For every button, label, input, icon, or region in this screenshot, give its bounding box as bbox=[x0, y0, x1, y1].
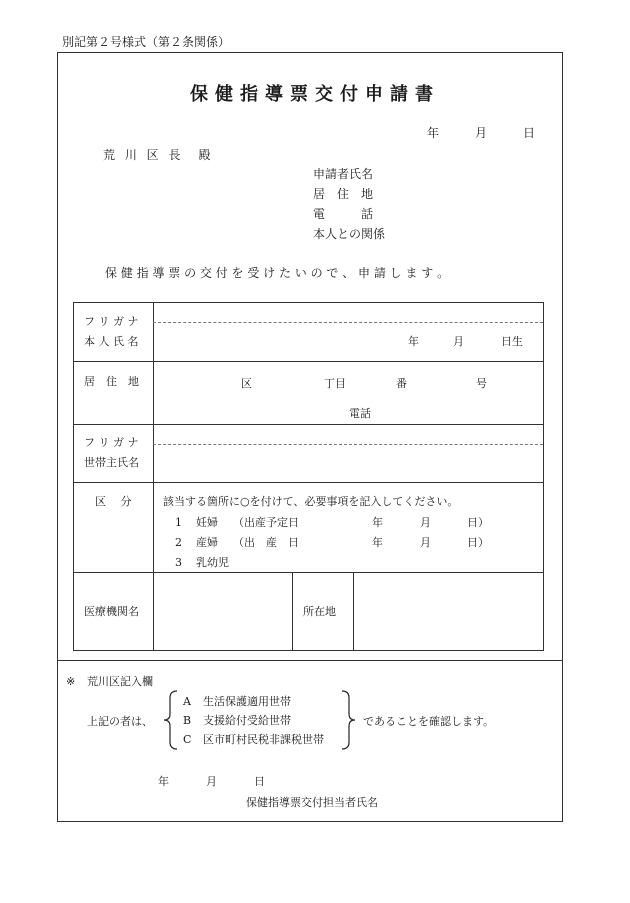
addressee: 荒 川 区 長 殿 bbox=[103, 148, 214, 162]
option-1-month: 月 bbox=[420, 516, 431, 529]
self-name-label: 本 人 氏 名 bbox=[84, 335, 139, 348]
householder-name-label: 世帯主氏名 bbox=[84, 456, 139, 469]
category-label: 区 分 bbox=[95, 495, 132, 508]
office-heading: 荒川区記入欄 bbox=[87, 675, 153, 688]
applicant-phone-label: 電 話 bbox=[313, 207, 374, 221]
table-row-divider-2 bbox=[73, 424, 544, 425]
option-2-postpartum[interactable]: 産婦 bbox=[196, 536, 218, 549]
option-1-number: 1 bbox=[175, 516, 182, 529]
furigana-label-2: フ リ ガ ナ bbox=[84, 436, 139, 449]
self-name-field[interactable] bbox=[153, 323, 543, 361]
birth-year-label: 年 bbox=[408, 335, 419, 348]
applicant-relation-label: 本人との関係 bbox=[313, 227, 386, 241]
residence-label: 居 住 地 bbox=[84, 375, 139, 388]
ward-label: 区 bbox=[241, 377, 252, 390]
option-1-pregnant[interactable]: 妊婦 bbox=[196, 516, 218, 529]
office-mark: ※ bbox=[66, 675, 76, 688]
office-date-day: 日 bbox=[254, 775, 265, 788]
office-item-a-letter: A bbox=[183, 695, 191, 708]
form-label: 別記第２号様式（第２条関係） bbox=[62, 35, 231, 49]
option-2-birth-date-label: （出 産 日 bbox=[233, 536, 299, 549]
table-cell-divider-5a bbox=[292, 572, 293, 650]
location-label: 所在地 bbox=[303, 605, 336, 618]
right-brace-icon bbox=[340, 690, 356, 750]
option-1-day: 日） bbox=[467, 516, 489, 529]
furigana-label-1: フ リ ガ ナ bbox=[84, 315, 139, 328]
office-item-c-letter: C bbox=[183, 733, 192, 746]
office-item-a[interactable]: 生活保護適用世帯 bbox=[203, 695, 291, 708]
option-2-year: 年 bbox=[372, 536, 383, 549]
office-item-c[interactable]: 区市町村民税非課税世帯 bbox=[203, 733, 324, 746]
option-2-day: 日） bbox=[467, 536, 489, 549]
residence-phone-label: 電話 bbox=[349, 407, 371, 420]
table-right-border bbox=[543, 302, 544, 651]
table-left-border bbox=[73, 302, 74, 651]
option-3-infant[interactable]: 乳幼児 bbox=[196, 556, 229, 569]
table-bottom-border bbox=[73, 650, 544, 651]
table-row-divider-3 bbox=[73, 482, 544, 483]
document-title: 保健指導票交付申請書 bbox=[190, 84, 440, 105]
birth-month-label: 月 bbox=[453, 335, 464, 348]
option-2-month: 月 bbox=[420, 536, 431, 549]
office-date-month: 月 bbox=[206, 775, 217, 788]
householder-name-field[interactable] bbox=[153, 445, 543, 482]
option-1-year: 年 bbox=[372, 516, 383, 529]
request-text: 保 健 指 導 票 の 交 付 を 受 け た い の で 、 申 請 し ま す 。 bbox=[105, 266, 450, 280]
table-top-border bbox=[73, 302, 544, 303]
date-day-label: 日 bbox=[523, 126, 536, 140]
office-section-divider bbox=[57, 660, 563, 661]
category-instruction: 該当する箇所に○を付けて、必要事項を記入してください。 bbox=[163, 495, 459, 508]
date-year-label: 年 bbox=[427, 126, 440, 140]
go-label: 号 bbox=[476, 377, 487, 390]
office-item-b[interactable]: 支援給付受給世帯 bbox=[203, 714, 291, 727]
option-2-number: 2 bbox=[175, 536, 182, 549]
residence-field[interactable] bbox=[153, 362, 543, 424]
chome-label: 丁目 bbox=[324, 377, 346, 390]
location-field[interactable] bbox=[354, 573, 543, 650]
option-1-due-date-label: （出産予定日 bbox=[233, 516, 299, 529]
office-date-year: 年 bbox=[158, 775, 169, 788]
medical-institution-label: 医療機関名 bbox=[84, 605, 139, 618]
left-brace-icon bbox=[163, 690, 179, 750]
ban-label: 番 bbox=[396, 377, 407, 390]
date-month-label: 月 bbox=[475, 126, 488, 140]
option-3-number: 3 bbox=[175, 556, 182, 569]
birth-day-label: 日生 bbox=[501, 335, 523, 348]
applicant-address-label: 居 住 地 bbox=[313, 187, 374, 201]
office-lead-text: 上記の者は、 bbox=[87, 715, 153, 728]
medical-institution-field[interactable] bbox=[154, 573, 292, 650]
office-tail-text: であることを確認します。 bbox=[363, 715, 495, 728]
officer-name-label: 保健指導票交付担当者氏名 bbox=[246, 796, 378, 809]
applicant-name-label: 申請者氏名 bbox=[313, 167, 374, 181]
office-item-b-letter: B bbox=[183, 714, 192, 727]
